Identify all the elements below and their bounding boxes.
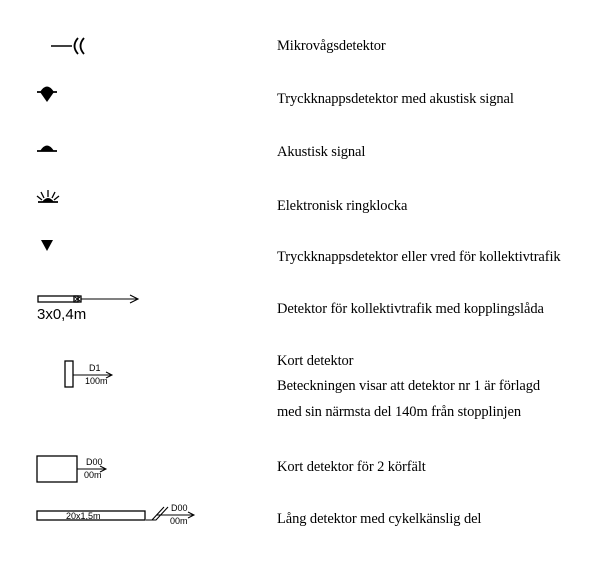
short-detector-two-lanes-icon [34,452,114,486]
label-transit-detector-box: Detektor för kollektivtrafik med kopplingslåda [277,301,544,317]
label-long-detector-bicycle: Lång detektor med cykelkänslig del [277,511,482,527]
label-acoustic-signal: Akustisk signal [277,144,366,160]
label-short-detector: Kort detektor [277,353,354,369]
pushbutton-acoustic-icon [34,80,60,106]
label-electronic-bell: Elektronisk ringklocka [277,198,408,214]
electronic-bell-icon [34,187,62,207]
pushbutton-transit-icon [38,238,56,254]
long-detector-id-text: D00 [171,503,188,513]
short-detector-id-text: D1 [89,363,101,373]
short-detector-icon [60,358,120,392]
long-detector-bicycle-icon [34,500,204,530]
note-short-detector-line1: Beteckningen visar att detektor nr 1 är förlagd [277,378,541,394]
label-pushbutton-transit: Tryckknappsdetektor eller vred för kollektivtrafik [277,249,561,265]
label-pushbutton-acoustic: Tryckknappsdetektor med akustisk signal [277,91,514,107]
short-detector-distance-text: 100m [85,376,108,386]
long-detector-distance-text: 00m [170,516,188,526]
transit-detector-size-text: 3x0,4m [37,306,87,323]
long-detector-size-text: 20x1,5m [66,511,101,521]
transit-detector-box-icon [34,290,144,322]
two-lane-detector-distance-text: 00m [84,470,102,480]
acoustic-signal-icon [34,140,60,156]
label-short-detector-two-lanes: Kort detektor för 2 körfält [277,459,426,475]
note-short-detector-line2: med sin närmsta del 140m från stopplinjen [277,404,521,420]
two-lane-detector-id-text: D00 [86,457,103,467]
label-microwave-detector: Mikrovågsdetektor [277,38,386,54]
microwave-detector-icon [48,36,92,56]
